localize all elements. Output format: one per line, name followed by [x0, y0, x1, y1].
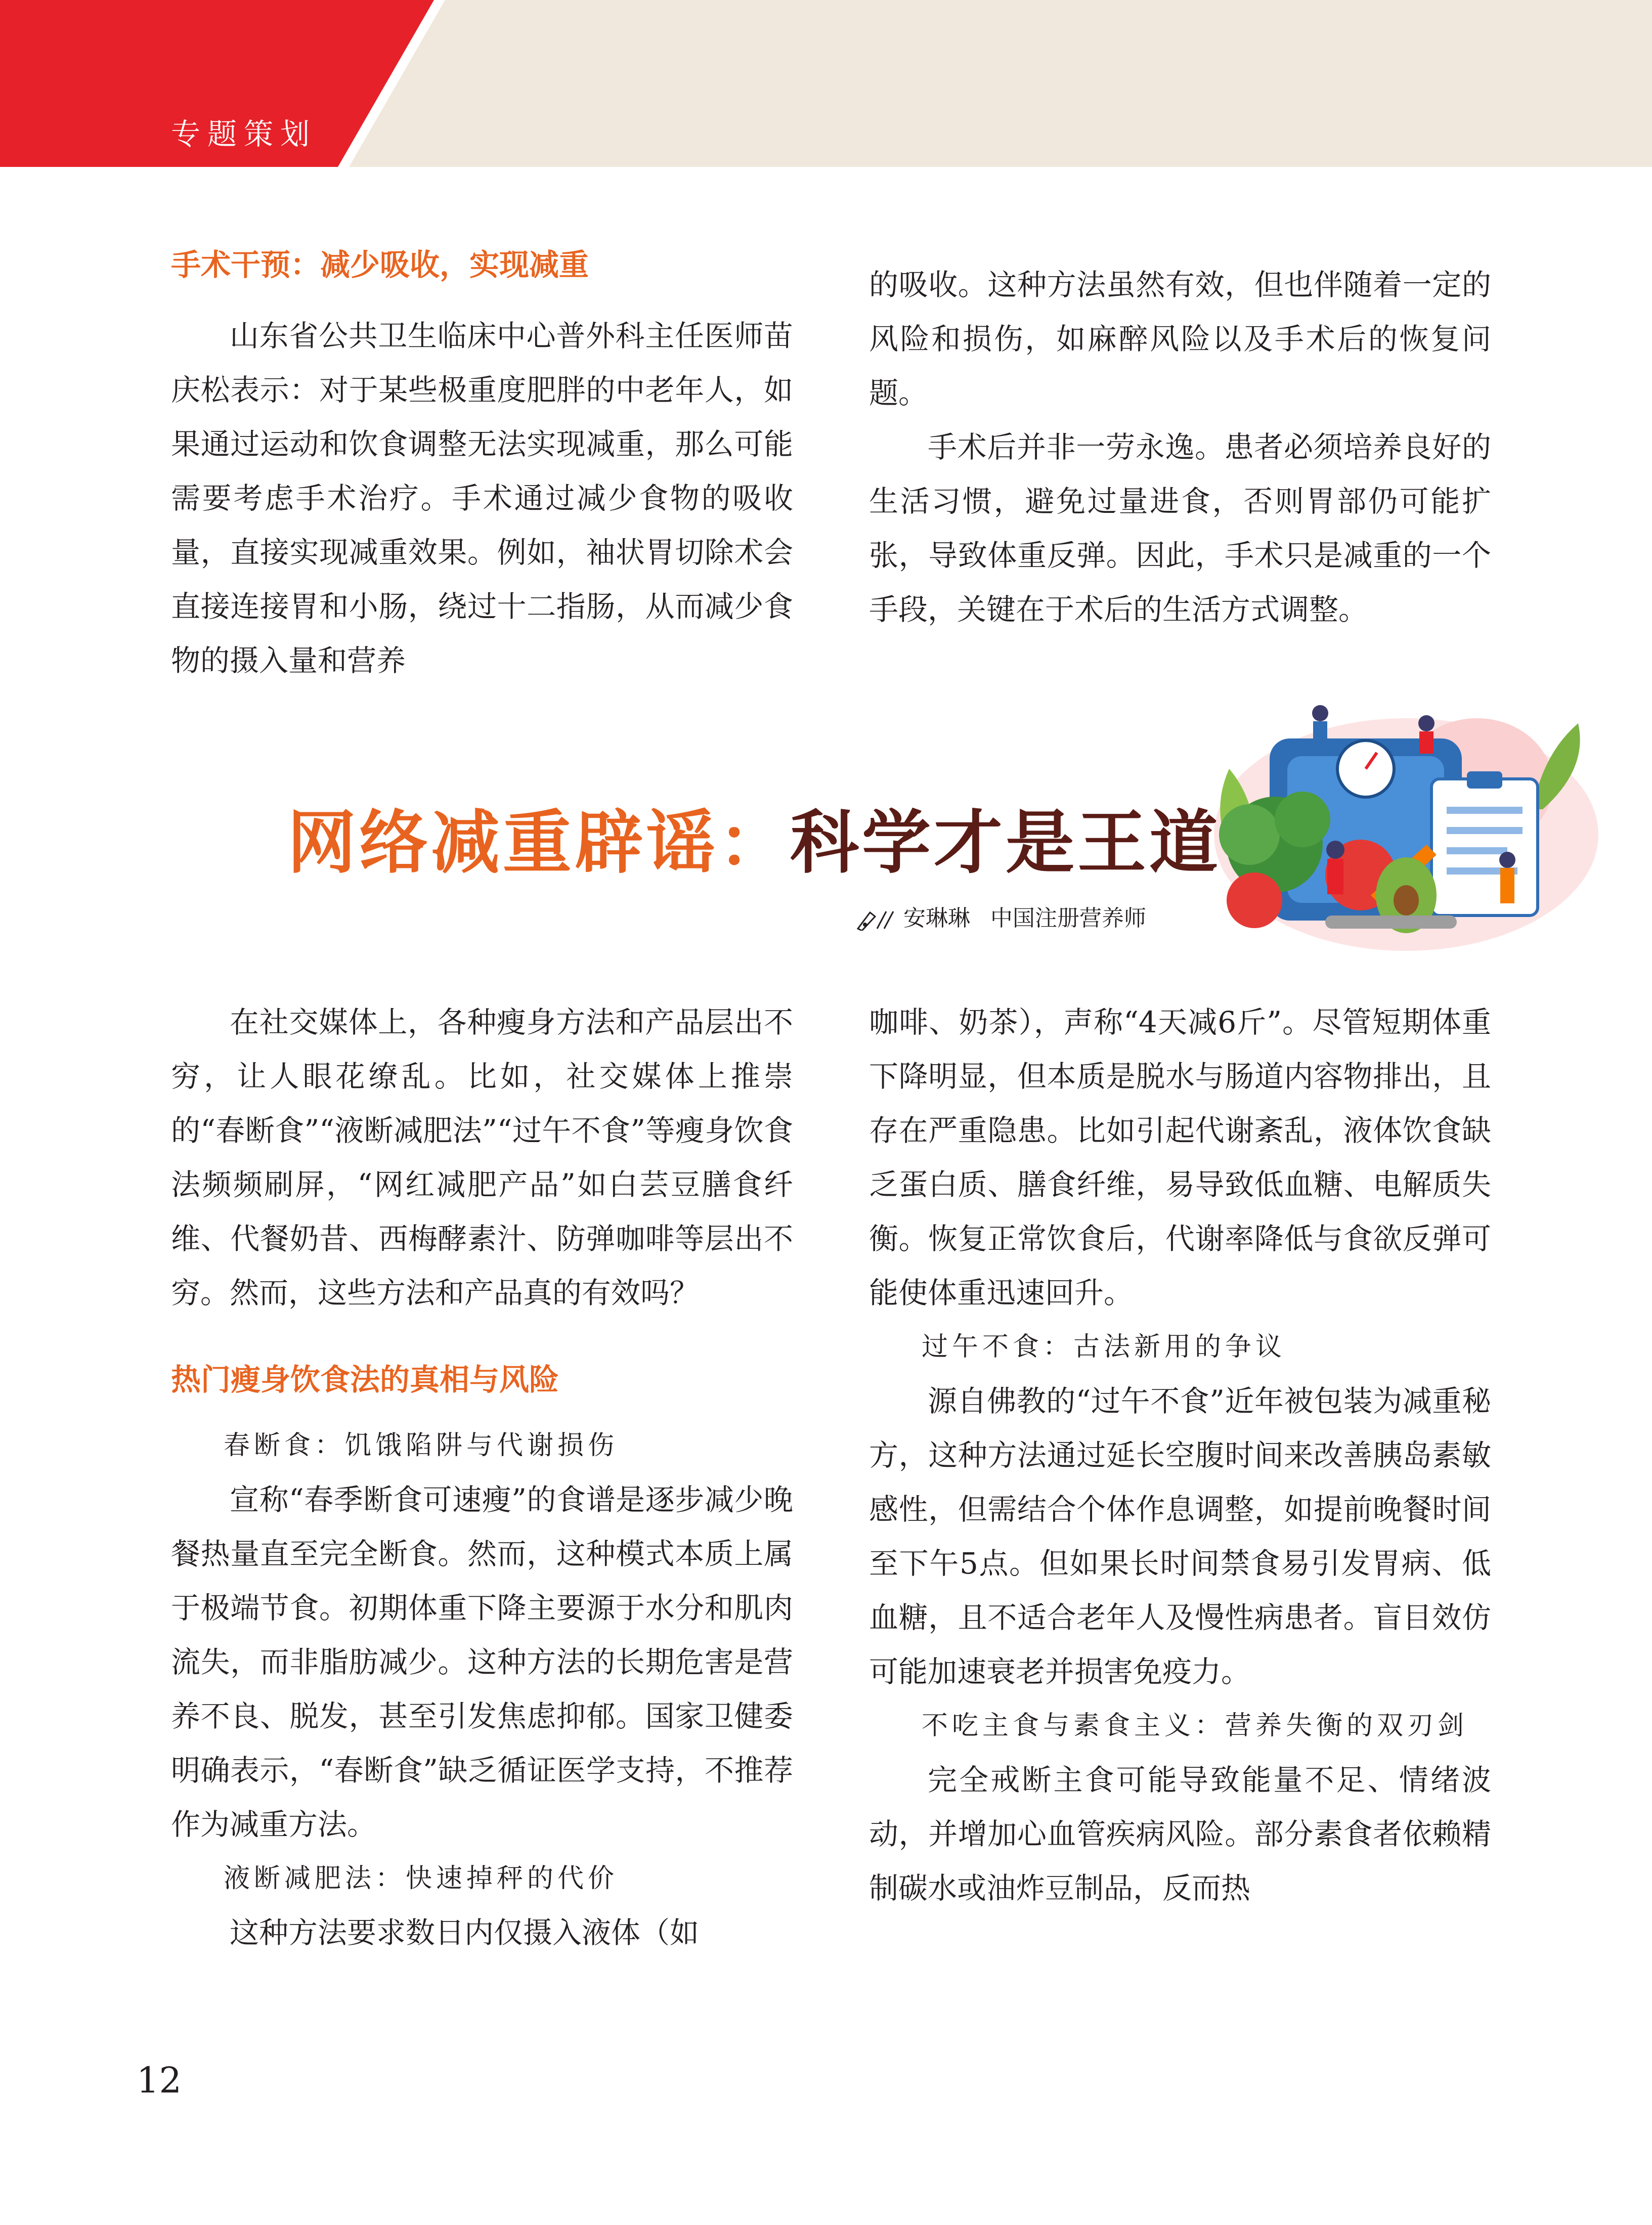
- article-title: [287, 802, 1221, 883]
- page-header: [0, 0, 1652, 167]
- author-name: 安琳琳: [903, 905, 970, 931]
- article-title-part1: 网络减重辟谣：: [287, 802, 790, 883]
- pen-icon: [855, 908, 897, 931]
- no-eating-after-noon-paragraph: 源自佛教的“过午不食”近年被包装为减重秘方，这种方法通过延长空腹时间来改善胰岛素敏感性，但需结合个体作息调整，如提前晚餐时间至下午5点。但如果长时间禁食易引发胃病、低血糖，且不适合老年人及慢性病患者。盲目效仿可能加速衰老并损害免疫力。: [869, 1384, 1491, 1689]
- section-label: 专题策划: [171, 117, 317, 151]
- author-title: 中国注册营养师: [990, 905, 1146, 931]
- spring-fasting-paragraph: 宣称“春季断食可速瘦”的食谱是逐步减少晚餐热量直至完全断食。然而，这种模式本质上属于极端节食。初期体重下降主要源于水分和肌肉流失，而非脂肪减少。这种方法的长期危害是营养不良、脱发，甚至引发焦虑抑郁。国家卫健委明确表示，“春断食”缺乏循证医学支持，不推荐作为减重方法。: [171, 1482, 793, 1842]
- spring-fasting-subheading: 春断食：饥饿陷阱与代谢损伤: [224, 1430, 619, 1461]
- page-number: 12: [137, 2060, 182, 2101]
- liquid-diet-paragraph: 这种方法要求数日内仅摄入液体（如: [230, 1915, 700, 1950]
- no-staple-vegetarian-paragraph: 完全戒断主食可能导致能量不足、情绪波动，并增加心血管疾病风险。部分素食者依赖精制碳水或油炸豆制品，反而热: [869, 1763, 1491, 1905]
- health-illustration: [1194, 693, 1598, 956]
- bottom-left-column: [171, 995, 793, 1960]
- liquid-diet-continued-paragraph: 咖啡、奶茶），声称“4天减6斤”。尽管短期体重下降明显，但本质是脱水与肠道内容物排出，且存在严重隐患。比如引起代谢紊乱，液体饮食缺乏蛋白质、膳食纤维，易导致低血糖、电解质失衡。恢复正常饮食后，代谢率降低与食欲反弹可能使体重迅速回升。: [869, 1005, 1491, 1310]
- byline: [855, 907, 1146, 931]
- no-staple-vegetarian-subheading: 不吃主食与素食主义：营养失衡的双刃剑: [922, 1711, 1468, 1741]
- top-left-column: [171, 238, 793, 688]
- no-eating-after-noon-subheading: 过午不食：古法新用的争议: [922, 1332, 1286, 1362]
- article-title-part2: 科学才是王道: [790, 802, 1221, 883]
- liquid-diet-subheading: 液断减肥法：快速掉秤的代价: [224, 1863, 619, 1894]
- surgery-continued-paragraph: 的吸收。这种方法虽然有效，但也伴随着一定的风险和损伤，如麻醉风险以及手术后的恢复问题。: [869, 268, 1491, 410]
- top-right-column: [869, 258, 1491, 637]
- post-surgery-paragraph: 手术后并非一劳永逸。患者必须培养良好的生活习惯，避免过量进食，否则胃部仍可能扩张，导致体重反弹。因此，手术只是减重的一个手段，关键在于术后的生活方式调整。: [869, 430, 1491, 627]
- surgery-heading: 手术干预：减少吸收，实现减重: [171, 247, 589, 282]
- bottom-right-column: [869, 995, 1491, 1915]
- intro-paragraph: 在社交媒体上，各种瘦身方法和产品层出不穷，让人眼花缭乱。比如，社交媒体上推崇的“春断食”“液断减肥法”“过午不食”等瘦身饮食法频频刷屏，“网红减肥产品”如白芸豆膳食纤维、代餐奶昔、西梅酵素汁、防弹咖啡等层出不穷。然而，这些方法和产品真的有效吗？: [171, 1005, 793, 1310]
- diets-heading: 热门瘦身饮食法的真相与风险: [171, 1362, 559, 1397]
- surgery-paragraph: 山东省公共卫生临床中心普外科主任医师苗庆松表示：对于某些极重度肥胖的中老年人，如果通过运动和饮食调整无法实现减重，那么可能需要考虑手术治疗。手术通过减少食物的吸收量，直接实现减重效果。例如，袖状胃切除术会直接连接胃和小肠，绕过十二指肠，从而减少食物的摄入量和营养: [171, 319, 793, 678]
